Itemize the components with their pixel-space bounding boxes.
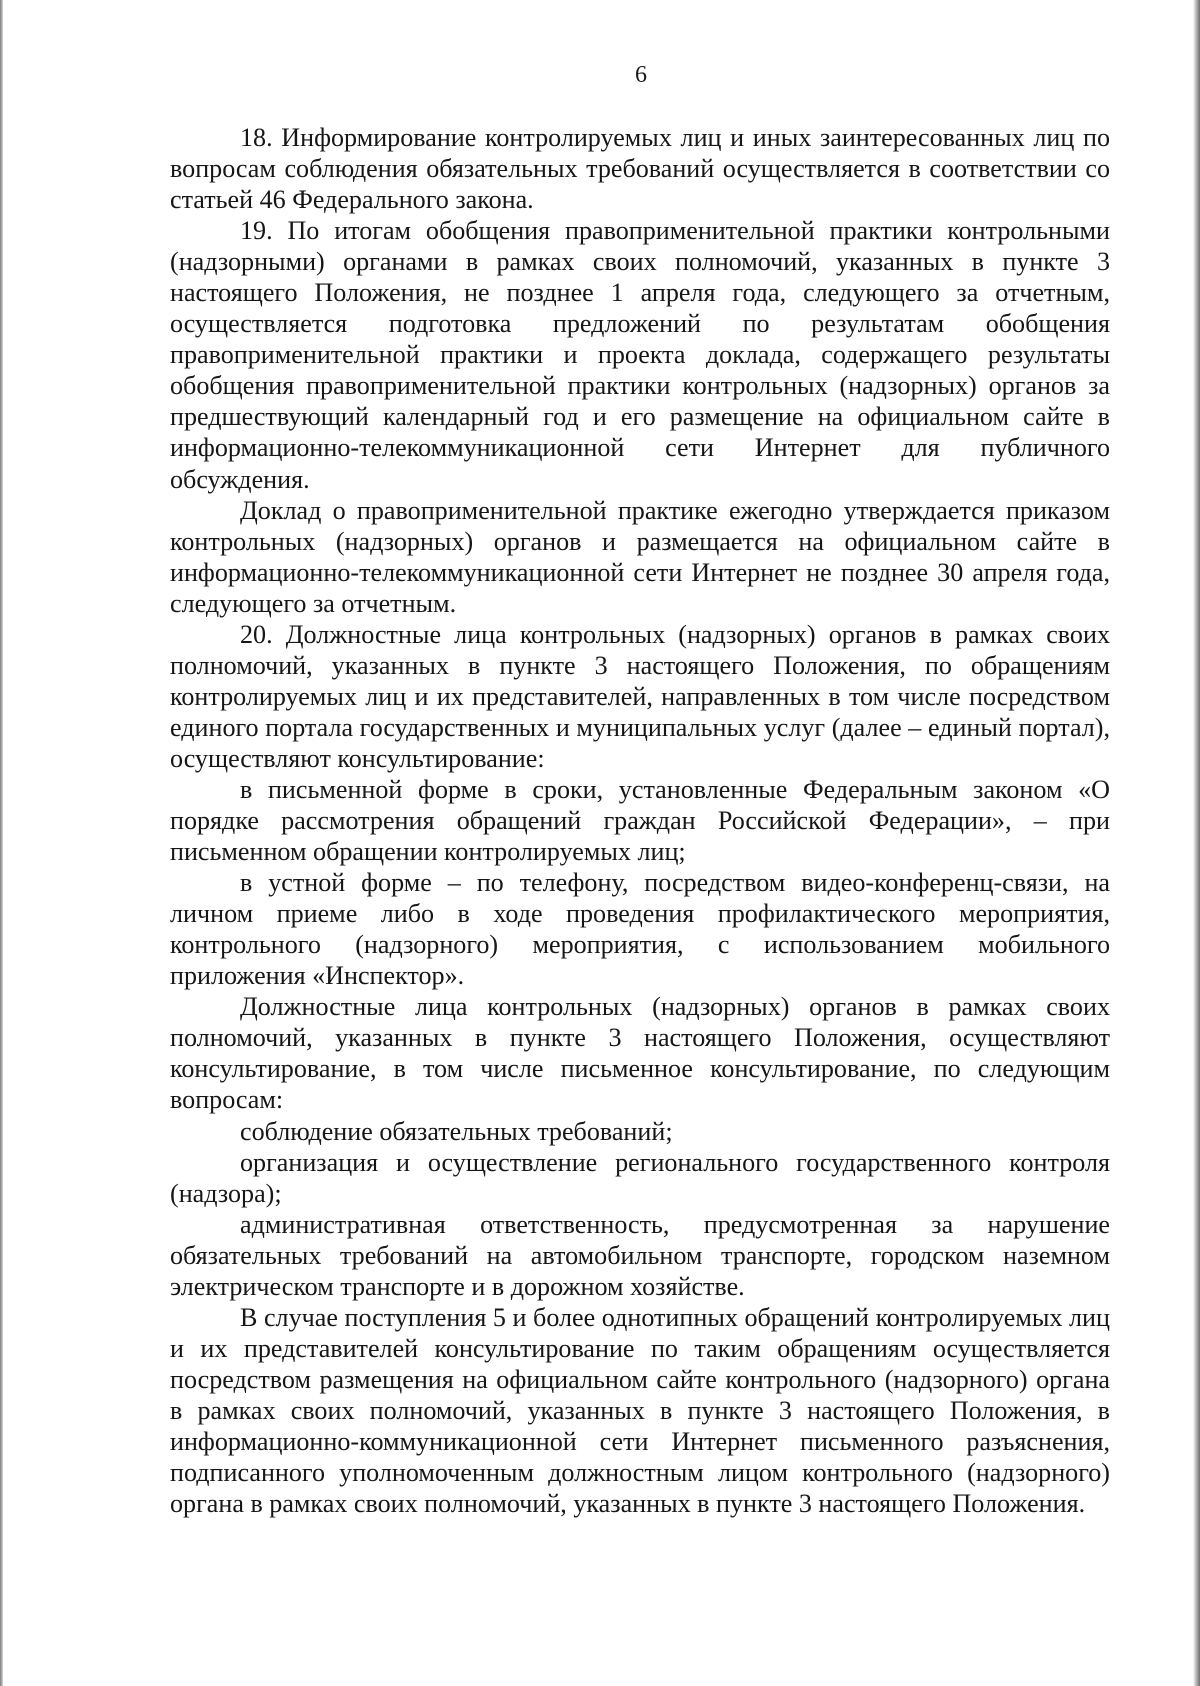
- list-item-organization: организация и осуществление регионального государственного контроля (надзора);: [170, 1147, 1110, 1208]
- paragraph-18: 18. Информирование контролируемых лиц и иных заинтересованных лиц по вопросам соблюдения обязательных требований осуществляется в соответствии со статьей 46 Федерального закона.: [170, 123, 1110, 215]
- document-body: [170, 122, 1110, 1519]
- list-item-liability: административная ответственность, предусмотренная за нарушение обязательных требований на автомобильном транспорте, городском наземном электрическом транспорте и в дорожном хозяйстве.: [170, 1209, 1110, 1301]
- paragraph-similar-requests: В случае поступления 5 и более однотипных обращений контролируемых лиц и их представителей консультирование по таким обращениям осуществляется посредством размещения на официальном сайте контрольного (надзорного) органа в рамках своих полномочий, указанных в пункте 3 настоящего Положения, в информационно-коммуникационной сети Интернет письменного разъяснения, подписанного уполномоченным должностным лицом контрольного (надзорного) органа в рамках своих полномочий, указанных в пункте 3 настоящего Положения.: [170, 1302, 1110, 1519]
- page-number: 6: [635, 62, 647, 88]
- paragraph-oral-form: в устной форме – по телефону, посредством видео-конференц-связи, на личном приеме либо в ходе проведения профилактического мероприятия, контрольного (надзорного) мероприятия, с использованием мобильного приложения «Инспектор».: [170, 868, 1110, 991]
- scan-edge-left: [0, 0, 3, 1686]
- paragraph-20: 20. Должностные лица контрольных (надзорных) органов в рамках своих полномочий, указанных в пункте 3 настоящего Положения, по обращениям контролируемых лиц и их представителей, направленных в том числе посредством единого портала государственных и муниципальных услуг (далее – единый портал), осуществляют консультирование:: [170, 619, 1110, 773]
- paragraph-officials: Должностные лица контрольных (надзорных) органов в рамках своих полномочий, указанных в пункте 3 настоящего Положения, осуществляют консультирование, в том числе письменное консультирование, по следующим вопросам:: [170, 992, 1110, 1115]
- paragraph-report: Доклад о правоприменительной практике ежегодно утверждается приказом контрольных (надзорных) органов и размещается на официальном сайте в информационно-телекоммуникационной сети Интернет не позднее 30 апреля года, следующего за отчетным.: [170, 495, 1110, 618]
- paragraph-19: 19. По итогам обобщения правоприменительной практики контрольными (надзорными) органами в рамках своих полномочий, указанных в пункте 3 настоящего Положения, не позднее 1 апреля года, следующего за отчетным, осуществляется подготовка предложений по результатам обобщения правоприменительной практики и проекта доклада, содержащего результаты обобщения правоприменительной практики контрольных (надзорных) органов за предшествующий календарный год и его размещение на официальном сайте в информационно-телекоммуникационной сети Интернет для публичного обсуждения.: [170, 216, 1110, 494]
- scan-edge-right: [1193, 0, 1200, 1686]
- paragraph-written-form: в письменной форме в сроки, установленные Федеральным законом «О порядке рассмотрения обращений граждан Российской Федерации», – при письменном обращении контролируемых лиц;: [170, 774, 1110, 867]
- list-item-compliance: соблюдение обязательных требований;: [240, 1116, 673, 1146]
